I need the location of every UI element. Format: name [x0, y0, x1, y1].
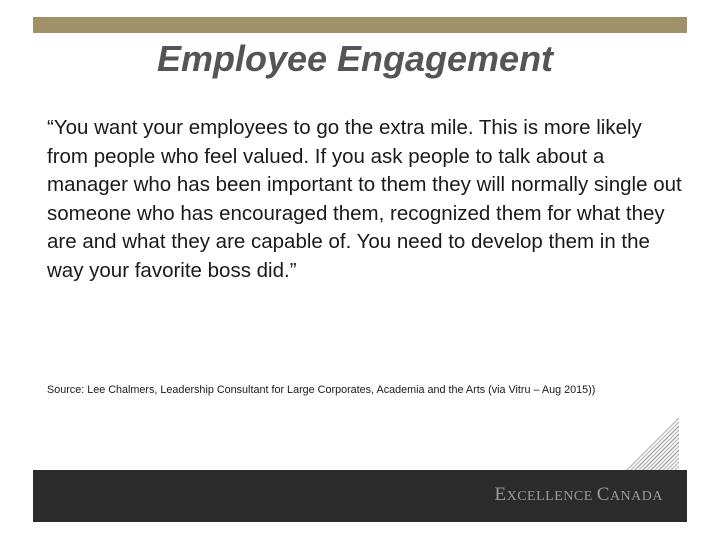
brand-part: ANADA — [609, 489, 663, 504]
footer-bar — [33, 470, 687, 522]
quote-text: “You want your employees to go the extra mile. This is more likely from people who feel valued. If you ask people to talk about a manager who has been important to them they will normally single out someone who has encouraged them, recognized them for what they are and what they are capable of. You need to develop them in the way your favorite boss did.” — [47, 116, 682, 282]
slide-title: Employee Engagement — [156, 38, 554, 79]
source-citation: Source: Lee Chalmers, Leadership Consultant for Large Corporates, Academia and the Arts (via Vitru – Aug 2015)) — [47, 384, 596, 396]
brand-wordmark — [494, 484, 663, 506]
top-accent-bar — [33, 17, 687, 33]
brand-part: C — [596, 484, 610, 505]
brand-part: E — [494, 484, 507, 505]
brand-part: XCELLENCE — [506, 489, 597, 504]
diagonal-stripes-logo-icon — [621, 412, 681, 472]
